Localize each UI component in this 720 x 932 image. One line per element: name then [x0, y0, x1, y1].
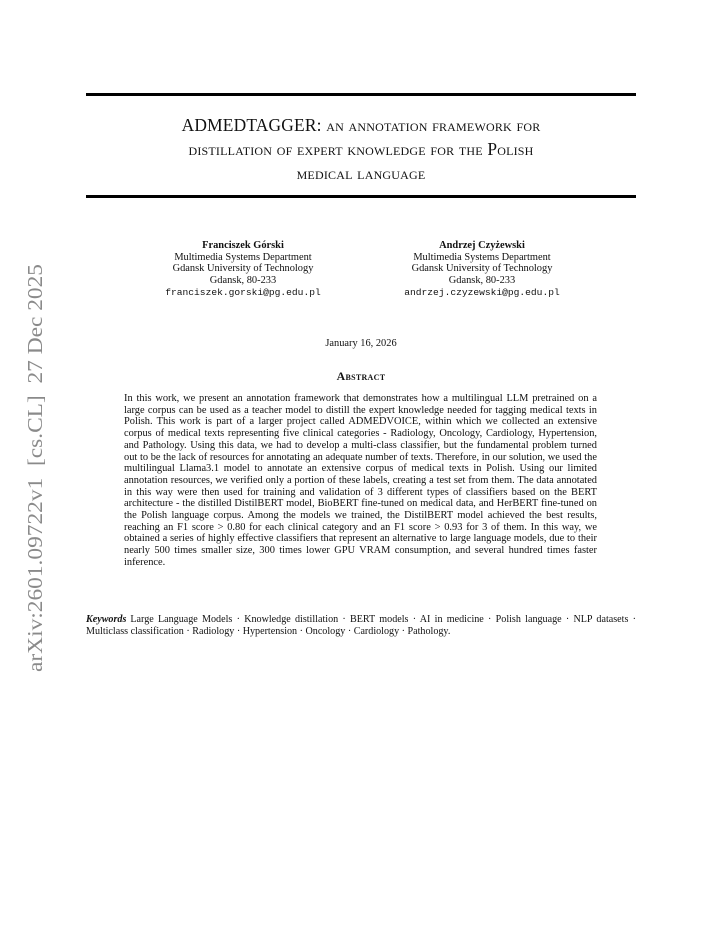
- author-department: Multimedia Systems Department: [174, 251, 312, 263]
- arxiv-identifier-text: arXiv:2601.09722v1 [cs.CL] 27 Dec 2025: [23, 297, 47, 672]
- title-fragment: ADMEDTAGGER: [181, 115, 317, 135]
- paper-title: [86, 113, 636, 185]
- title-fragment: olish: [497, 139, 534, 159]
- author-name: Franciszek Górski: [202, 240, 284, 251]
- paper-date: January 16, 2026: [325, 338, 397, 349]
- author-university: Gdansk University of Technology: [411, 263, 553, 275]
- author-name: Andrzej Czyżewski: [439, 240, 525, 251]
- arxiv-identifier: [20, 262, 48, 672]
- title-line: [86, 161, 636, 185]
- author-email: andrzej.czyzewski@pg.edu.pl: [404, 287, 560, 299]
- keywords-text: Large Language Models · Knowledge distillation · BERT models · AI in medicine · Polish language · NLP datasets · Multiclass classification · Radiology · Hypertension · Oncology · Cardiology · Pathology.: [86, 614, 636, 637]
- abstract-text: In this work, we present an annotation framework that demonstrates how a multilingual LLM pretrained on a large corpus can be used as a teacher model to distill the expert knowledge needed for tagging medical texts in Polish. This work is part of a larger project called ADMEDVOICE, within which we collected an extensive corpus of medical texts representing five clinical categories - Radiology, Oncology, Cardiology, Hypertension, and Pathology. Using this data, we had to develop a multi-class classifier, but the fundamental problem turned out to be the lack of resources for annotating an adequate number of texts. Therefore, in our solution, we used the multilingual Llama3.1 model to annotate an extensive corpus of medical texts in Polish. Using our limited annotation resources, we verified only a portion of these labels, creating a test set from them. The data annotated in this way were then used for training and validation of 3 different types of classifiers based on the BERT architecture - the distilled DistilBERT model, BioBERT fine-tuned on medical data, and HerBERT fine-tuned on the Polish language corpus. Among the models we trained, the DistilBERT model achieved the best results, reaching an F1 score > 0.80 for each clinical category and an F1 score > 0.93 for 3 of them. In this way, we obtained a series of highly effective classifiers that represent an alternative to large language models, due to their nearly 500 times smaller size, 300 times lower GPU VRAM consumption, and several hundred times faster inference.: [124, 393, 597, 568]
- keywords-label: Keywords: [86, 614, 127, 625]
- title-fragment: distillation of expert knowledge for the: [188, 139, 488, 159]
- title-top-rule: [86, 93, 636, 96]
- title-fragment: P: [487, 139, 498, 159]
- title-line: [86, 113, 636, 137]
- author-city: Gdansk, 80-233: [448, 274, 516, 286]
- keywords-section: [86, 614, 636, 637]
- title-bottom-rule: [86, 195, 636, 198]
- author-city: Gdansk, 80-233: [209, 274, 277, 286]
- author-department: Multimedia Systems Department: [413, 251, 551, 263]
- author-university: Gdansk University of Technology: [172, 263, 314, 275]
- author-block: [123, 240, 363, 299]
- abstract-heading: Abstract: [336, 369, 386, 383]
- author-email: franciszek.gorski@pg.edu.pl: [165, 287, 321, 299]
- author-block: [362, 240, 602, 299]
- title-fragment: medical language: [296, 163, 426, 183]
- title-fragment: : an annotation framework for: [316, 115, 541, 135]
- title-line: [86, 137, 636, 161]
